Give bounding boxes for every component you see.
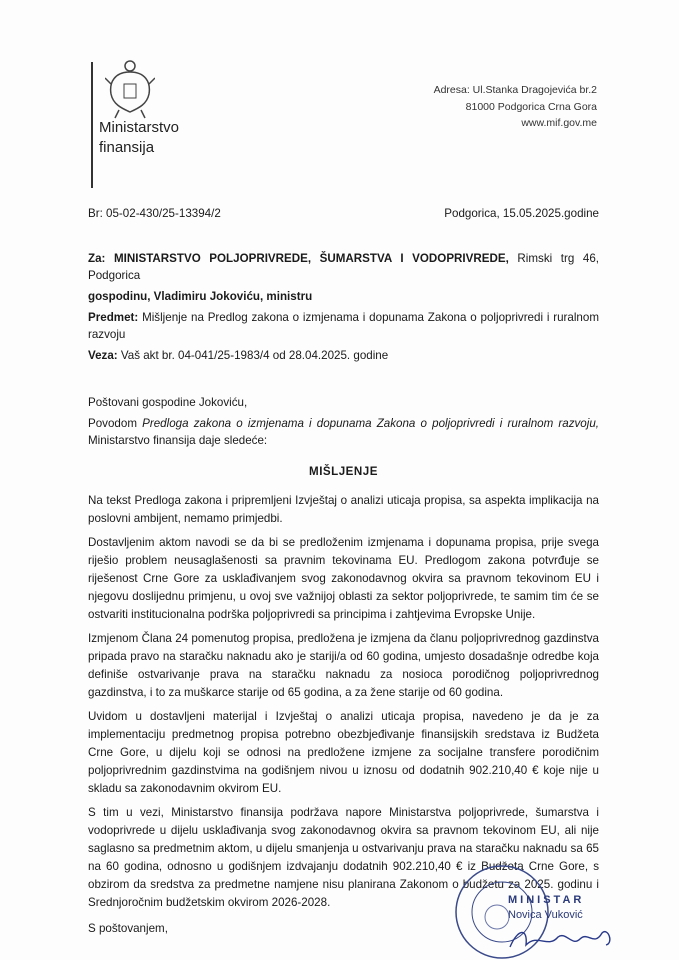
address-line: Adresa: Ul.Stanka Dragojevića br.2 (433, 84, 597, 96)
reference-label: Veza: (88, 349, 118, 362)
recipient-label: Za: (88, 252, 106, 265)
paragraph: Izmjenom Člana 24 pomenutog propisa, predložena je izmjena da članu poljoprivrednog gazdinstva pripada pravo na staračku naknadu ako je stariji/a od 60 godina, umjesto dosadašnje odredbe koja definiše ostvarivanje prava na staračku naknadu za nosioca porodičnog poljoprivrednog gazdinstva, i to za muškarce starije od 65 godina, a za žene starije od 60 godina. (88, 632, 599, 699)
recipient (88, 250, 599, 284)
paragraph: Dostavljenim aktom navodi se da bi se predloženim izmjenama i dopunama propisa, prije svega riješio problem neusaglašenosti sa pravnim tekovinama EU. Predlogom zakona potvrđuje se riješenost Crne Gore za usklađivanjem svog zakonodavnog okvira sa pravnom tekovinom EU i njegovu doslijednu primjenu, u ovoj sve važnijoj oblasti za sektor poljoprivrede, te samim tim će se ostvariti institucionalna podrška poljoprivredi sa principima i zahtjevima Evropske Unije. (88, 536, 599, 621)
subject-label: Predmet: (88, 311, 139, 324)
intro (88, 415, 599, 449)
signatory-title: MINISTAR (508, 894, 585, 906)
paragraph: Na tekst Predloga zakona i pripremljeni Izvještaj o analizi uticaja propisa, sa aspekta implikacija na poslovni ambijent, nemamo primjedbi. (88, 494, 599, 525)
reference-number: Br: 05-02-430/25-13394/2 (88, 207, 221, 220)
handwritten-signature-icon (508, 923, 618, 953)
coat-of-arms-icon (105, 58, 155, 122)
signature-block (508, 893, 618, 958)
address-line: 81000 Podgorica Crna Gora (465, 100, 597, 113)
paragraph: Uvidom u dostavljeni materijal i Izvještaj o analizi uticaja propisa, navedeno je da je za implementaciju predmetnog propisa potrebno obezbjeđivanje finansijskih sredstava iz Budžeta Crne Gore, u dijelu koji se odnosi na predložene izmjene za socijalne transfere porodičnim poljoprivrednim gazdinstvima na godišnjem nivou u iznosu od dodatnih 902.210,40 € koje nije u skladu sa zakonodavnim okvirom EU. (88, 710, 599, 795)
opinion-heading: MIŠLJENJE (309, 465, 378, 478)
signatory-name: Novica Vuković (508, 909, 583, 921)
intro-post: Ministarstvo finansija daje sledeće: (88, 434, 268, 447)
subject (88, 309, 599, 343)
subject-text: Mišljenje na Predlog zakona o izmjenama i dopunama Zakona o poljoprivredi i ruralnom razvoju (88, 311, 599, 341)
letter-body (88, 250, 599, 941)
recipient-org: MINISTARSTVO POLJOPRIVREDE, ŠUMARSTVA I VODOPRIVREDE, (113, 252, 509, 265)
ministry-name-line1: Ministarstvo (99, 119, 180, 136)
ministry-name (99, 118, 179, 158)
paragraph: S tim u vezi, Ministarstvo finansija podržava napore Ministarstva poljoprivrede, šumarstva i vodoprivrede u dijelu usklađivanja svog zakonodavnog okvira sa pravnom tekovinom EU, ali nije saglasno sa predmetnim aktom, u dijelu smanjenja u ostvarivanju prava na staračku naknadu sa 65 na 60 godina, odnosno u godišnjem izdvajanju dodatnih 902.210,40 € iz Budžeta Crne Gore, s obzirom da sredstva za predmetne namjene nisu planirana Zakonom o budžetu za 2025. godinu i Srednjoročnim budžetskim okvirom 2026-2028. (88, 806, 599, 909)
intro-italic: Predloga zakona o izmjenama i dopunama Zakona o poljoprivredi i ruralnom razvoju, (142, 417, 599, 430)
salutation: Poštovani gospodine Jokoviću, (88, 396, 248, 409)
ministry-name-line2: finansija (99, 139, 155, 156)
reference-text: Vaš akt br. 04-041/25-1983/4 od 28.04.2025. godine (120, 349, 389, 362)
intro-pre: Povodom (88, 417, 143, 430)
recipient-address: Rimski trg 46, Podgorica (88, 252, 600, 282)
document-date: Podgorica, 15.05.2025.godine (444, 207, 599, 220)
website: www.mif.gov.me (521, 117, 597, 129)
recipient-person: gospodinu, Vladimiru Jokoviću, ministru (88, 290, 313, 303)
header-divider (91, 62, 93, 188)
reference (88, 347, 599, 364)
ministry-address (434, 82, 597, 132)
closing: S poštovanjem, (88, 922, 168, 935)
